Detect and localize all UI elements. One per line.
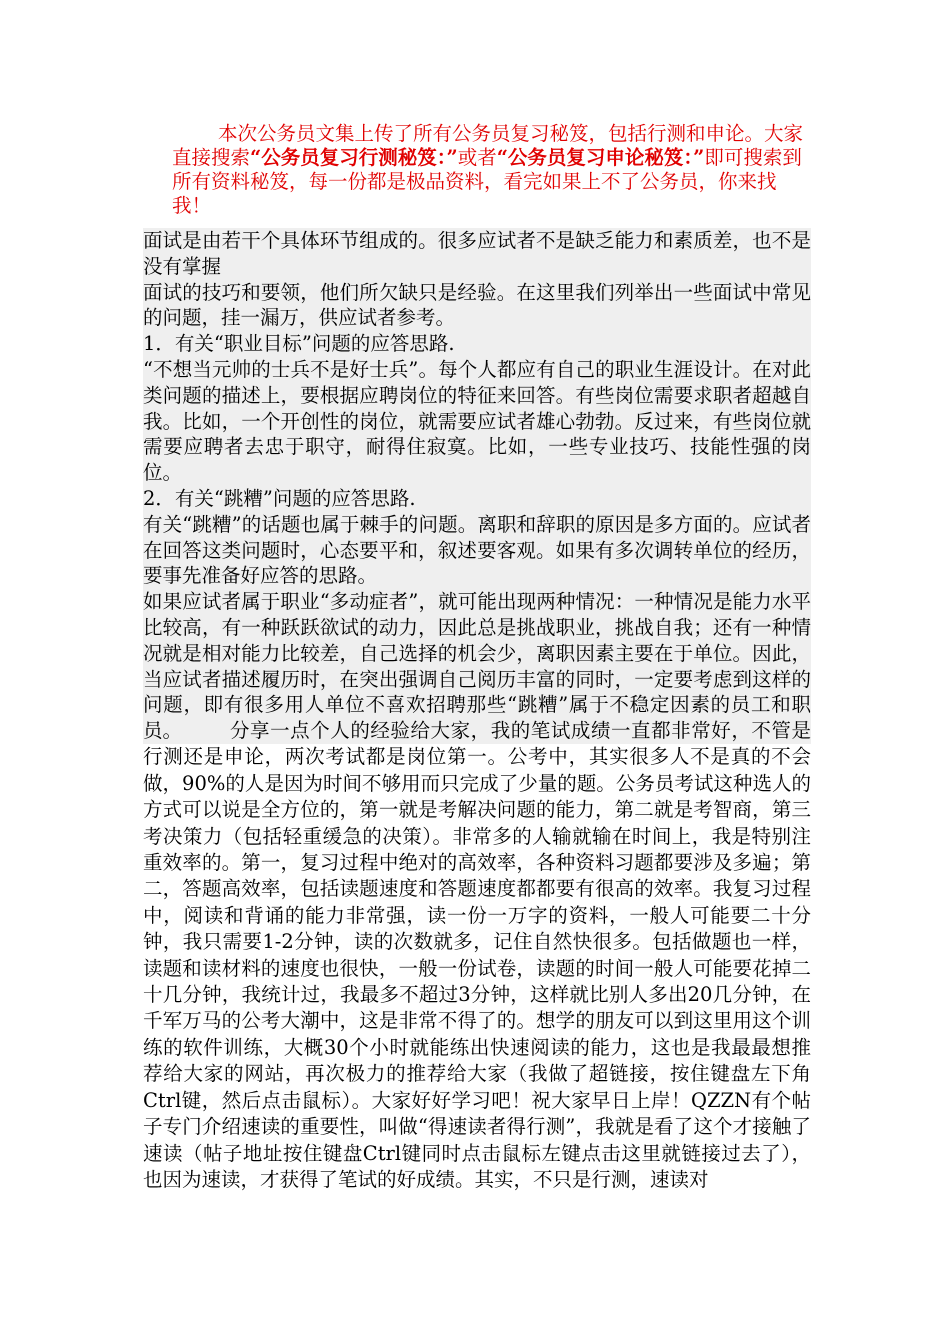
notice-text-3: 即可搜索到所有资料秘笈，每一份都是极品资料，看完如果上不了公务员，你来找我！ (172, 146, 802, 217)
notice-keyword-2: “公务员复习申论秘笈：” (496, 146, 705, 169)
interview-tips-section (143, 228, 811, 744)
section-heading: 2．有关“跳糟”问题的应答思路. (143, 486, 416, 510)
experience-paragraph: 分享一点个人的经验给大家，我的笔试成绩一直都非常好，不管是行测还是申论，两次考试都是岗位第一。公考中，其实很多人不是真的不会做，90%的人是因为时间不够用而只完成了少量的题。公务员考试这种选人的方式可以说是全方位的，第一就是考解决问题的能力，第二就是考智商，第三考决策力（包括轻重缓急的决策）。非常多的人输就输在时间上，我是特别注重效率的。第一，复习过程中绝对的高效率，各种资料习题都要涉及多遍；第二，答题高效率，包括读题速度和答题速度都都要有很高的效率。我复习过程中，阅读和背诵的能力非常强，读一份一万字的资料，一般人可能要二十分钟，我只需要1-2分钟，读的次数就多，记住自然快很多。包括做题也一样，读题和读材料的速度也很快，一般一份试卷，读题的时间一般人可能要花掉二十几分钟，我统计过，我最多不超过3分钟，这样就比别人多出20几分钟，在千军万马的公考大潮中，这是非常不得了的。想学的朋友可以到这里用这个训练的软件训练，大概30个小时就能练出快速阅读的能力，这也是我最最想推荐给大家的网站，再次极力的推荐给大家（我做了超链接，按住键盘左下角Ctrl键，然后点击鼠标）。大家好好学习吧！祝大家早日上岸！QZZN有个帖子专门介绍速读的重要性，叫做“得速读者得行测”，我就是看了这个才接触了速读（帖子地址按住键盘Ctrl键同时点击鼠标左键点击这里就链接过去了），也因为速读，才获得了笔试的好成绩。其实，不只是行测，速读对 (143, 719, 811, 1191)
notice-keyword-1: “公务员复习行测秘笈：” (250, 146, 458, 169)
paragraph: “不想当元帅的士兵不是好士兵”。每个人都应有自己的职业生涯设计。在对此类问题的描述上，要根据应聘岗位的特征来回答。有些岗位需要求职者超越自我。比如，一个开创性的岗位，就需要应试者雄心勃勃。反过来，有些岗位就需要应聘者去忠于职守，耐得住寂寞。比如，一些专业技巧、技能性强的岗位。 (143, 357, 811, 485)
section-heading: 1．有关“职业目标”问题的应答思路. (143, 332, 455, 356)
paragraph: 面试是由若干个具体环节组成的。很多应试者不是缺乏能力和素质差，也不是没有掌握 (143, 229, 811, 278)
paragraph: 面试的技巧和要领，他们所欠缺只是经验。在这里我们列举出一些面试中常见的问题，挂一漏万，供应试者参考。 (143, 280, 811, 330)
promo-notice (172, 122, 812, 218)
notice-text-2: 或者 (457, 146, 497, 169)
paragraph: 有关“跳糟”的话题也属于棘手的问题。离职和辞职的原因是多方面的。应试者在回答这类问题时，心态要平和，叙述要客观。如果有多次调转单位的经历，要事先准备好应答的思路。 (143, 512, 811, 588)
notice-text-1: 本次公务员文集上传了所有公务员复习秘笈，包括行测和申论。大家直接搜索 (172, 122, 804, 169)
paragraph: 如果应试者属于职业“多动症者”，就可能出现两种情况：一种情况是能力水平比较高，有一种跃跃欲试的动力，因此总是挑战职业，挑战自我；还有一种情况就是相对能力比较差，自己选择的机会少，离职因素主要在于单位。因此，当应试者描述履历时，在突出强调自己阅历丰富的同时，一定要考虑到这样的问题，即有很多用人单位不喜欢招聘那些“跳糟”属于不稳定因素的员工和职员。 (143, 590, 811, 743)
experience-section (143, 718, 811, 1193)
